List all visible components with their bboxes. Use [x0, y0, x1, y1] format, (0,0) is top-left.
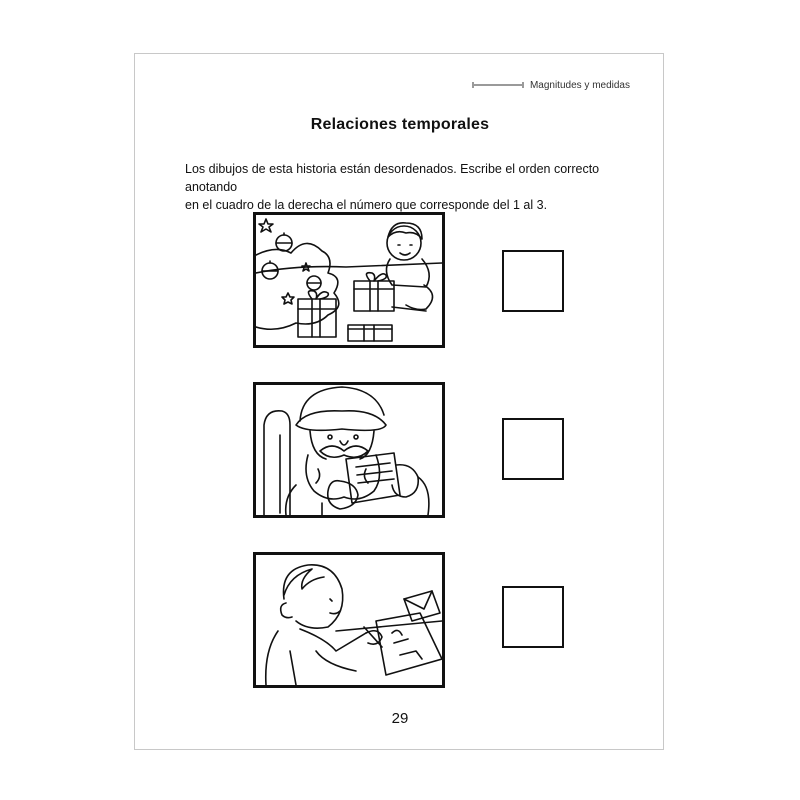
answer-box-3[interactable]	[502, 586, 564, 648]
page-title: Relaciones temporales	[310, 116, 490, 133]
scene-santa-panel	[253, 382, 445, 518]
scene-gifts-panel	[253, 212, 445, 348]
instructions	[185, 160, 625, 214]
instructions-line-2: en el cuadro de la derecha el número que corresponde del 1 al 3.	[185, 198, 548, 212]
section-label: Magnitudes y medidas	[529, 79, 630, 91]
answer-box-1[interactable]	[502, 250, 564, 312]
santa-reading-illustration	[256, 385, 442, 515]
instructions-line-1: Los dibujos de esta historia están desordenados. Escribe el orden correcto anotando	[185, 162, 600, 194]
header-rule-icon	[472, 84, 524, 86]
scene-writing-panel	[253, 552, 445, 688]
page-number: 29	[391, 710, 409, 727]
section-header	[470, 78, 630, 92]
child-writing-illustration	[256, 555, 442, 685]
christmas-gifts-illustration	[256, 215, 442, 345]
answer-box-2[interactable]	[502, 418, 564, 480]
